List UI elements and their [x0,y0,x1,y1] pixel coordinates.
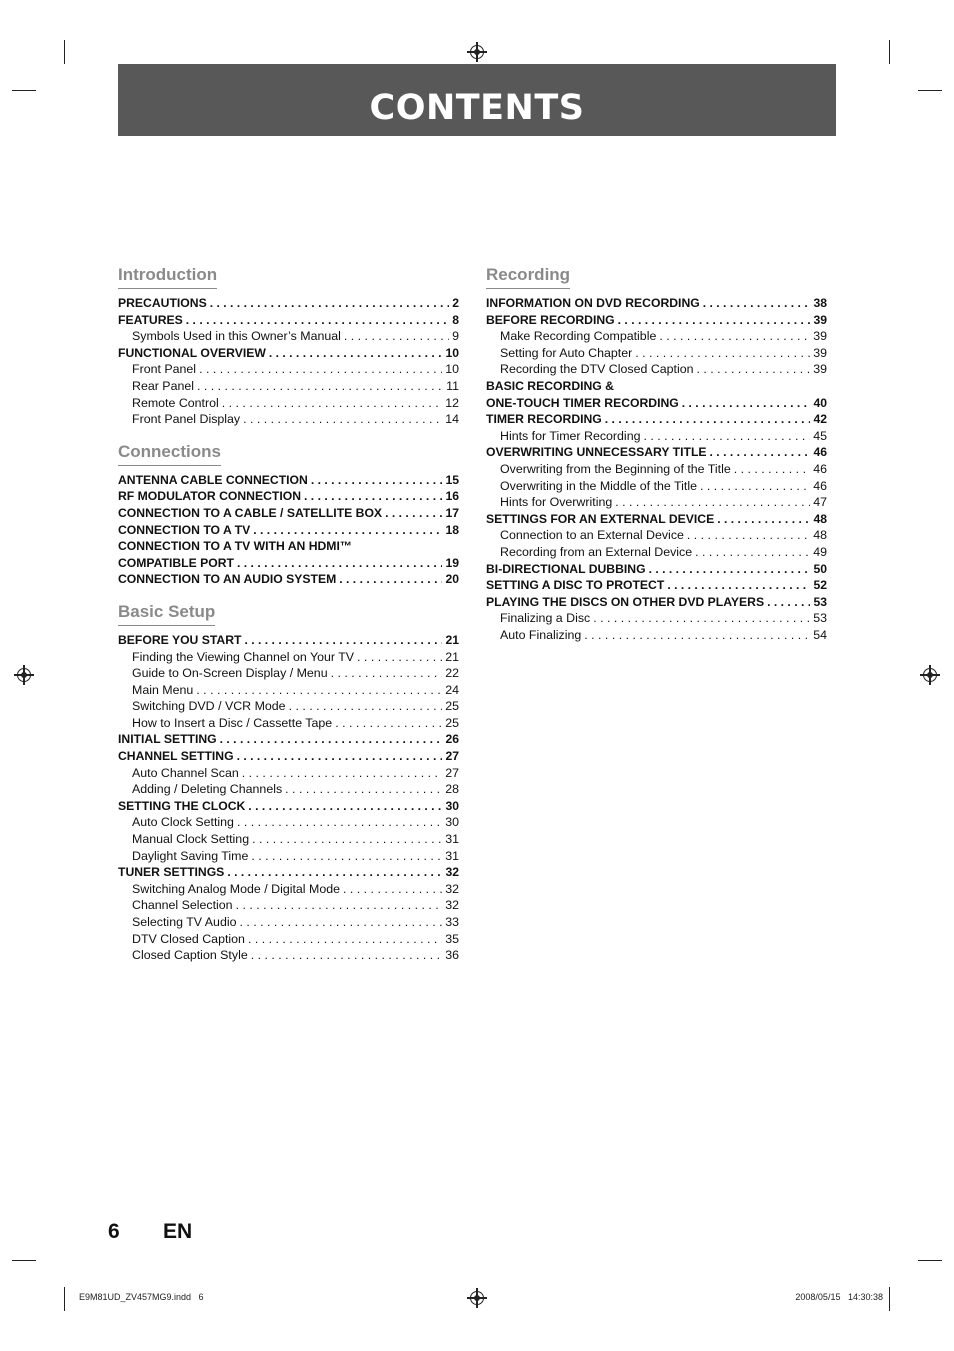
dot-leader [385,505,442,522]
toc-entry[interactable] [118,378,459,395]
toc-entry-page: 8 [452,312,459,327]
toc-entry[interactable] [118,947,459,964]
toc-entry[interactable] [118,571,459,588]
toc-entry-label: DTV Closed Caption [132,931,245,946]
dot-leader [635,345,810,362]
toc-entry-label: Make Recording Compatible [500,329,657,344]
toc-entry-page: 10 [445,362,459,377]
toc-section [118,602,459,964]
toc-entry[interactable] [118,295,459,312]
toc-entry-label: Overwriting from the Beginning of the Title [500,461,731,476]
dot-leader [244,632,442,649]
crop-mark [918,90,942,91]
toc-entry-label: CONNECTION TO A TV WITH AN HDMI™ [118,539,353,554]
toc-entry-label: Remote Control [132,395,219,410]
dot-leader [667,577,810,594]
toc-entry-page: 15 [445,472,459,487]
toc-entry-page: 10 [445,345,459,360]
dot-leader [237,814,442,831]
toc-entry-label: INITIAL SETTING [118,732,217,747]
toc-entry-page: 20 [445,572,459,587]
dot-leader [239,914,442,931]
toc-entry-page: 47 [813,495,827,510]
toc-entry-page: 53 [813,594,827,609]
toc-entry-page: 12 [445,395,459,410]
dot-leader [210,295,450,312]
toc-entry-label: TUNER SETTINGS [118,865,225,880]
registration-mark-icon [923,668,937,682]
dot-leader [311,472,443,489]
toc-entry[interactable] [486,345,827,362]
registration-mark-icon [470,45,484,59]
toc-entry[interactable] [118,411,459,428]
toc-entry[interactable] [118,814,459,831]
toc-entry-label: CONNECTION TO A TV [118,522,251,537]
toc-entry-label: FUNCTIONAL OVERVIEW [118,345,266,360]
toc-entry[interactable] [118,649,459,666]
toc-entry-page: 30 [445,815,459,830]
toc-entry[interactable] [118,765,459,782]
toc-entry-label: ONE-TOUCH TIMER RECORDING [486,395,679,410]
dot-leader [343,881,442,898]
toc-entry[interactable] [118,698,459,715]
toc-entry[interactable] [118,488,459,505]
dot-leader [248,798,442,815]
toc-section [486,265,827,643]
toc-entry-label: CONNECTION TO A CABLE / SATELLITE BOX [118,505,383,520]
toc-entry-page: 49 [813,544,827,559]
toc-entry-page: 32 [445,881,459,896]
dot-leader [242,765,442,782]
toc-entry-page: 46 [813,445,827,460]
toc-entry-label: BEFORE RECORDING [486,312,615,327]
toc-entry[interactable] [118,505,459,522]
toc-entry-label: Hints for Timer Recording [500,428,641,443]
crop-mark [918,1260,942,1261]
dot-leader [220,731,443,748]
toc-entry-page: 50 [813,561,827,576]
toc-entry[interactable] [118,665,459,682]
toc-section [118,442,459,588]
toc-entry-label: Recording from an External Device [500,544,693,559]
toc-entry[interactable] [118,781,459,798]
toc-entry-label: Recording the DTV Closed Caption [500,362,694,377]
toc-entry-label: SETTINGS FOR AN EXTERNAL DEVICE [486,511,715,526]
toc-entry[interactable] [118,914,459,931]
toc-entry[interactable] [118,798,459,815]
toc-entry-page: 40 [813,395,827,410]
toc-entry-page: 18 [445,522,459,537]
crop-mark [64,40,65,64]
dot-leader [659,328,810,345]
toc-entry[interactable] [486,478,827,495]
toc-entry-label: Front Panel Display [132,412,241,427]
toc-entry[interactable] [486,627,827,644]
toc-entry-label: Auto Clock Setting [132,815,234,830]
toc-entry-page: 35 [445,931,459,946]
toc-entry-page: 32 [445,898,459,913]
toc-entry-label: SETTING THE CLOCK [118,798,246,813]
dot-leader [700,478,810,495]
dot-leader [717,511,810,528]
dot-leader [649,561,811,578]
toc-entry-page: 16 [445,489,459,504]
dot-leader [643,428,810,445]
toc-entry-label: Closed Caption Style [132,948,248,963]
dot-leader [682,395,811,412]
dot-leader [222,395,442,412]
toc-entry-page: 21 [445,649,459,664]
toc-entry-page: 33 [445,915,459,929]
toc-entry[interactable] [118,931,459,948]
toc-entry[interactable] [486,395,827,412]
toc-entry[interactable] [486,312,827,329]
toc-entry-page: 31 [445,832,459,847]
toc-entry-label: Symbols Used in this Owner’s Manual [132,329,341,344]
toc-entry-label: COMPATIBLE PORT [118,555,234,570]
dot-leader [618,312,811,329]
toc-entry-label: BASIC RECORDING & [486,378,614,393]
language-code: EN [163,1220,193,1243]
section-heading: Recording [486,265,570,289]
toc-entry-label: Rear Panel [132,378,194,393]
toc-entry[interactable] [118,555,459,572]
crop-mark [12,1260,36,1261]
toc-entry[interactable] [118,328,459,345]
toc-entry-page: 38 [813,296,827,310]
dot-leader [197,378,443,395]
dot-leader [248,931,442,948]
toc-entry[interactable] [486,444,827,461]
page-title: CONTENTS [369,88,585,128]
dot-leader [227,864,442,881]
toc-entry-label: FEATURES [118,312,183,327]
toc-entry-label: Finalizing a Disc [500,611,591,626]
dot-leader [697,361,811,378]
dot-leader [269,345,443,362]
dot-leader [734,461,810,478]
toc-entry-label: PLAYING THE DISCS ON OTHER DVD PLAYERS [486,594,765,609]
toc-entry-label: Setting for Auto Chapter [500,345,633,360]
toc-entry[interactable] [118,881,459,898]
toc-entry-label: Auto Channel Scan [132,765,239,780]
toc-entry[interactable] [118,472,459,489]
section-heading: Connections [118,442,221,466]
toc-entry[interactable] [486,527,827,544]
dot-leader [304,488,442,505]
registration-mark-icon [17,668,31,682]
toc-entry-label: OVERWRITING UNNECESSARY TITLE [486,445,707,460]
toc-entry[interactable] [486,361,827,378]
toc-left-column [118,265,459,978]
toc-entry-page: 48 [813,511,827,526]
toc-entry-label: ANTENNA CABLE CONNECTION [118,472,308,487]
toc-entry[interactable] [118,395,459,412]
toc-entry-page: 27 [445,749,459,764]
crop-mark [12,90,36,91]
toc-entry-label: Auto Finalizing [500,627,582,642]
toc-entry-page: 14 [445,412,459,427]
toc-entry-label: Finding the Viewing Channel on Your TV [132,649,355,664]
dot-leader [605,411,811,428]
toc-entry-page: 42 [813,412,827,427]
crop-mark [889,40,890,64]
toc-entry[interactable] [118,682,459,699]
toc-entry-page: 21 [445,632,459,647]
toc-entry-page: 24 [445,682,459,697]
toc-entry-label: Daylight Saving Time [132,848,249,863]
toc-entry-label: Selecting TV Audio [132,915,237,929]
toc-entry[interactable] [486,295,827,312]
dot-leader [344,328,449,345]
toc-entry-label: Hints for Overwriting [500,495,613,510]
toc-entry-page: 30 [445,798,459,813]
dot-leader [695,544,810,561]
toc-entry[interactable] [486,561,827,578]
dot-leader [285,781,442,798]
dot-leader [236,897,443,914]
print-timestamp: 2008/05/15 14:30:38 [795,1292,883,1302]
toc-entry-page: 46 [813,461,827,476]
toc-entry-page: 26 [445,732,459,747]
toc-entry[interactable] [486,328,827,345]
toc-entry-page: 27 [445,765,459,780]
toc-entry-label: Switching DVD / VCR Mode [132,699,286,714]
toc-entry-label: Overwriting in the Middle of the Title [500,478,697,493]
toc-entry-label: Main Menu [132,682,194,697]
dot-leader [251,848,442,865]
toc-entry[interactable] [486,577,827,594]
toc-entry[interactable] [118,848,459,865]
file-slug: E9M81UD_ZV457MG9.indd 6 [79,1292,204,1302]
toc-right-column [486,265,827,657]
toc-entry-page: 28 [445,782,459,797]
toc-entry[interactable] [118,715,459,732]
toc-entry-page: 9 [452,329,459,344]
toc-entry-page: 25 [445,715,459,730]
toc-entry-label: Manual Clock Setting [132,832,250,847]
toc-entry-page: 52 [813,578,827,593]
toc-entry-label: Switching Analog Mode / Digital Mode [132,881,341,896]
toc-entry[interactable] [118,897,459,914]
toc-entry-page: 11 [446,378,459,393]
toc-entry-label: Front Panel [132,362,197,377]
toc-entry-label: SETTING A DISC TO PROTECT [486,578,665,593]
dot-leader [335,715,442,732]
toc-entry[interactable] [118,864,459,881]
toc-entry[interactable] [486,610,827,627]
toc-entry[interactable] [486,428,827,445]
toc-section [118,265,459,428]
dot-leader [252,831,442,848]
dot-leader [331,665,443,682]
toc-entry-label: Adding / Deleting Channels [132,782,283,797]
toc-entry[interactable] [486,461,827,478]
toc-entry-page: 54 [813,627,827,642]
section-heading: Basic Setup [118,602,215,626]
toc-entry[interactable] [486,594,827,611]
toc-entry[interactable] [486,378,827,395]
toc-entry-label: BEFORE YOU START [118,632,242,647]
toc-entry[interactable] [486,494,827,511]
toc-entry-page: 39 [813,345,827,360]
dot-leader [615,494,810,511]
toc-entry-label: TIMER RECORDING [486,412,602,427]
registration-mark-icon [470,1291,484,1305]
toc-entry-label: BI-DIRECTIONAL DUBBING [486,561,646,576]
crop-mark [64,1287,65,1311]
toc-entry[interactable] [118,522,459,539]
toc-entry-page: 39 [813,362,827,377]
dot-leader [710,444,811,461]
dot-leader [243,411,442,428]
dot-leader [251,947,442,964]
dot-leader [357,649,442,666]
toc-entry[interactable] [118,731,459,748]
toc-entry[interactable] [118,831,459,848]
dot-leader [253,522,442,539]
toc-entry-page: 39 [813,329,827,344]
toc-entry-page: 17 [445,505,459,520]
toc-entry-page: 36 [445,948,459,963]
toc-entry-label: Guide to On-Screen Display / Menu [132,666,328,681]
crop-mark [889,1287,890,1311]
dot-leader [289,698,443,715]
section-heading: Introduction [118,265,217,289]
toc-entry-label: INFORMATION ON DVD RECORDING [486,296,700,310]
toc-entry-page: 22 [445,666,459,681]
toc-entry[interactable] [118,345,459,362]
toc-entry-label: Channel Selection [132,898,233,913]
toc-entry-label: PRECAUTIONS [118,296,207,310]
toc-entry[interactable] [486,511,827,528]
toc-entry-page: 2 [452,296,459,310]
toc-entry-label: Connection to an External Device [500,528,684,543]
dot-leader [593,610,810,627]
toc-entry[interactable] [486,411,827,428]
toc-entry[interactable] [118,538,459,555]
toc-entry-page: 39 [813,312,827,327]
title-banner [118,64,836,136]
toc-entry-page: 32 [445,865,459,880]
toc-entry-page: 45 [813,428,827,443]
dot-leader [237,748,443,765]
dot-leader [186,312,449,329]
toc-entry-label: RF MODULATOR CONNECTION [118,489,302,504]
dot-leader [339,571,442,588]
dot-leader [703,295,811,312]
toc-entry-label: CONNECTION TO AN AUDIO SYSTEM [118,572,337,587]
toc-entry[interactable] [118,361,459,378]
toc-entry-page: 19 [445,555,459,570]
dot-leader [584,627,810,644]
dot-leader [687,527,810,544]
toc-entry[interactable] [486,544,827,561]
dot-leader [767,594,810,611]
toc-entry-label: How to Insert a Disc / Cassette Tape [132,715,333,730]
toc-entry[interactable] [118,748,459,765]
toc-entry-page: 53 [813,611,827,626]
toc-entry-page: 25 [445,699,459,714]
toc-entry-page: 31 [445,848,459,863]
page-number: 6 [108,1220,120,1243]
toc-entry[interactable] [118,312,459,329]
dot-leader [196,682,442,699]
dot-leader [199,361,442,378]
toc-entry[interactable] [118,632,459,649]
toc-entry-page: 48 [813,528,827,543]
toc-entry-label: CHANNEL SETTING [118,749,234,764]
dot-leader [237,555,442,572]
toc-entry-page: 46 [813,478,827,493]
